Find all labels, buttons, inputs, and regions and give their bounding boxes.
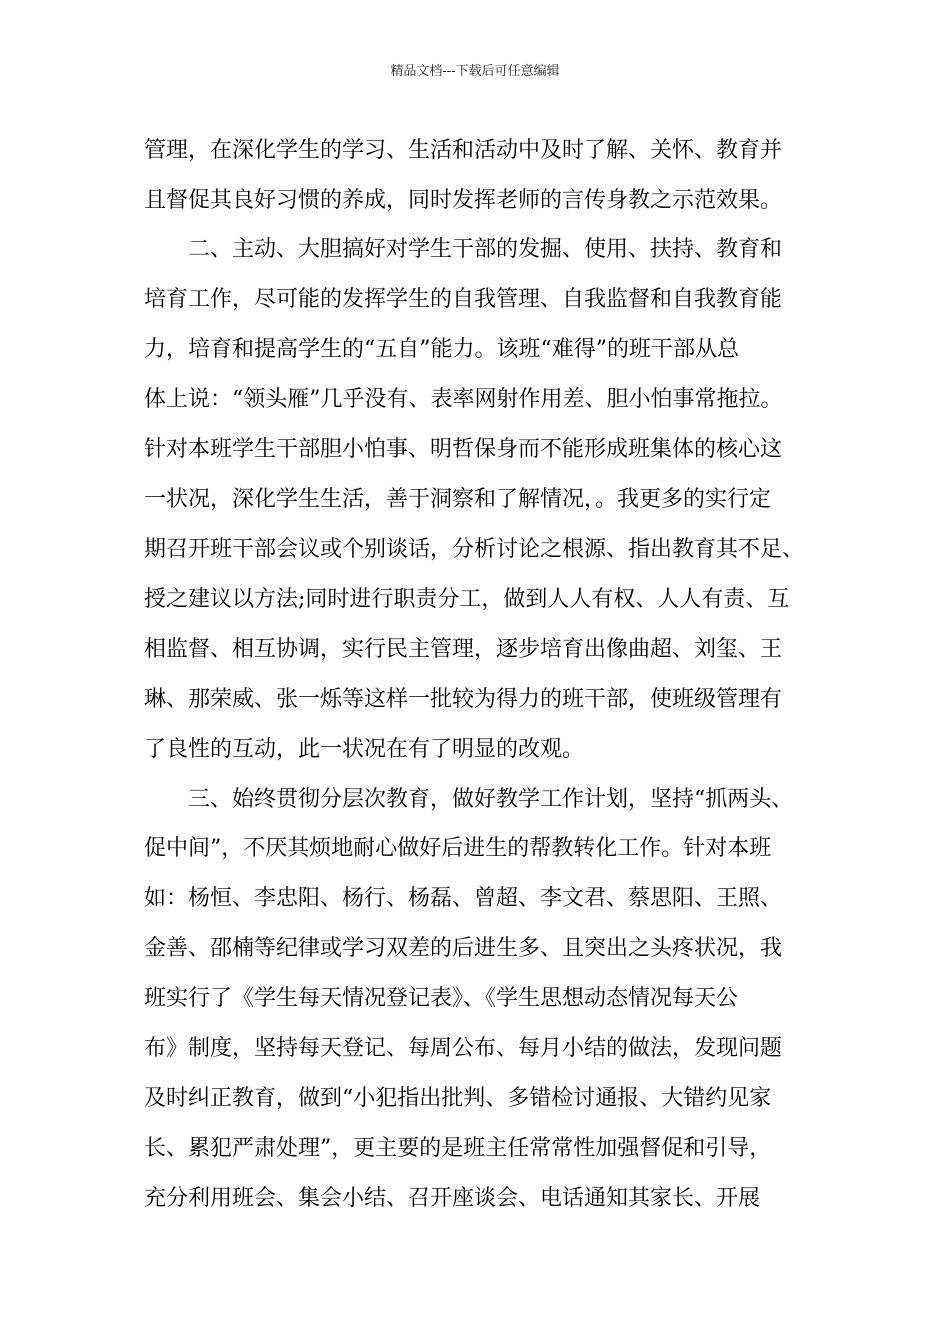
text-line: 针对本班学生干部胆小怕事、明哲保身而不能形成班集体的核心这	[144, 437, 783, 462]
text-line: 班实行了《学生每天情况登记表》、《学生思想动态情况每天公	[144, 986, 739, 1011]
text-line: 力，培育和提高学生的“五自”能力。该班“难得”的班干部从总	[144, 337, 739, 362]
text-line: 管理，在深化学生的学习、生活和活动中及时了解、关怀、教育并	[144, 138, 783, 163]
text-line: 一状况，深化学生生活，善于洞察和了解情况，。我更多的实行定	[144, 487, 772, 512]
paragraph-start-line: 二、主动、大胆搞好对学生干部的发掘、使用、扶持、教育和	[144, 237, 783, 262]
text-line: 长、累犯严肃处理”，更主要的是班主任常常性加强督促和引导，	[144, 1136, 772, 1161]
text-line: 相监督、相互协调，实行民主管理，逐步培育出像曲超、刘玺、王	[144, 637, 783, 662]
text-line: 充分利用班会、集会小结、召开座谈会、电话通知其家长、开展	[144, 1186, 761, 1211]
text-line: 授之建议以方法;同时进行职责分工，做到人人有权、人人有责、互	[144, 587, 790, 612]
text-line: 且督促其良好习惯的养成，同时发挥老师的言传身教之示范效果。	[144, 188, 783, 213]
text-line: 促中间”，不厌其烦地耐心做好后进生的帮教转化工作。针对本班	[144, 836, 772, 861]
text-line: 及时纠正教育，做到“小犯指出批判、多错检讨通报、大错约见家	[144, 1086, 772, 1111]
text-line: 布》制度，坚持每天登记、每周公布、每月小结的做法，发现问题	[144, 1036, 783, 1061]
text-line: 金善、邵楠等纪律或学习双差的后进生多、且突出之头疼状况，我	[144, 936, 783, 961]
text-line: 体上说：“领头雁”几乎没有、表率网射作用差、胆小怕事常拖拉。	[144, 387, 783, 412]
text-line: 琳、那荣威、张一烁等这样一批较为得力的班干部，使班级管理有	[144, 687, 783, 712]
text-line: 如：杨恒、李忠阳、杨行、杨磊、曾超、李文君、蔡思阳、王照、	[144, 886, 783, 911]
text-line: 培育工作，尽可能的发挥学生的自我管理、自我监督和自我教育能	[144, 287, 783, 312]
text-line: 期召开班干部会议或个别谈话，分析讨论之根源、指出教育其不足、	[144, 537, 805, 562]
paragraph-start-line: 三、始终贯彻分层次教育，做好教学工作计划，坚持“抓两头、	[144, 787, 794, 812]
text-line: 了良性的互动，此一状况在有了明显的改观。	[144, 737, 585, 762]
page-header: 精品文档---下载后可任意编辑	[390, 64, 560, 79]
